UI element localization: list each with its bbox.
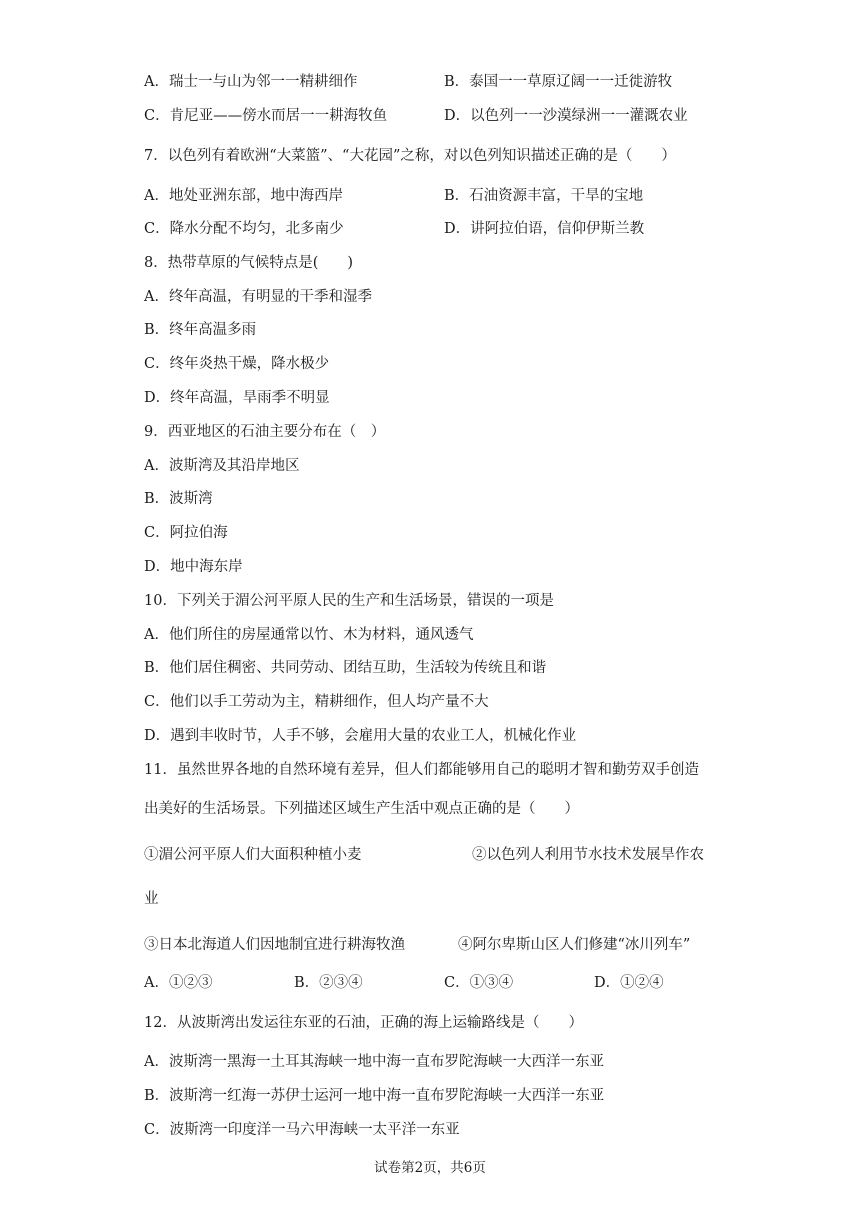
q11-stem-line2: 出美好的生活场景。下列描述区域生产生活中观点正确的是（ ） xyxy=(144,801,579,817)
q7-option-b: B．石油资源丰富，干旱的宝地 xyxy=(444,188,644,204)
q6-option-d: D．以色列一一沙漠绿洲一一灌溉农业 xyxy=(444,108,688,124)
q9-option-a: A．波斯湾及其沿岸地区 xyxy=(144,458,300,474)
q8-option-c: C．终年炎热干燥，降水极少 xyxy=(144,356,330,372)
q11-item-2-continued: 业 xyxy=(144,891,159,907)
q10-option-a: A．他们所住的房屋通常以竹、木为材料，通风透气 xyxy=(144,627,474,643)
q7-option-a: A．地处亚洲东部，地中海西岸 xyxy=(144,188,343,204)
q9-stem: 9．西亚地区的石油主要分布在（ ） xyxy=(144,424,386,440)
q11-option-b: B．②③④ xyxy=(294,975,363,991)
q6-option-b: B．泰国一一草原辽阔一一迁徙游牧 xyxy=(444,74,673,90)
q11-option-a: A．①②③ xyxy=(144,975,213,991)
q6-option-a: A．瑞士一与山为邻一一精耕细作 xyxy=(144,74,358,90)
q9-option-c: C．阿拉伯海 xyxy=(144,525,228,541)
q11-option-c: C．①③④ xyxy=(444,975,514,991)
q10-option-d: D．遇到丰收时节，人手不够，会雇用大量的农业工人，机械化作业 xyxy=(144,728,577,744)
q8-option-a: A．终年高温，有明显的干季和湿季 xyxy=(144,289,372,305)
q11-item-4: ④阿尔卑斯山区人们修建“冰川列车” xyxy=(458,937,691,953)
q8-stem: 8．热带草原的气候特点是( ) xyxy=(144,255,354,271)
q7-option-d: D．讲阿拉伯语，信仰伊斯兰教 xyxy=(444,221,645,237)
q9-option-d: D．地中海东岸 xyxy=(144,559,243,575)
q10-option-c: C．他们以手工劳动为主，精耕细作，但人均产量不大 xyxy=(144,694,489,710)
q12-option-c: C．波斯湾一印度洋一马六甲海峡一太平洋一东亚 xyxy=(144,1122,460,1138)
q11-item-3: ③日本北海道人们因地制宜进行耕海牧渔 xyxy=(144,937,405,953)
q12-option-a: A．波斯湾一黑海一土耳其海峡一地中海一直布罗陀海峡一大西洋一东亚 xyxy=(144,1054,604,1070)
q11-item-2: ②以色列人利用节水技术发展旱作农 xyxy=(472,847,704,863)
q8-option-b: B．终年高温多雨 xyxy=(144,322,257,338)
q7-option-c: C．降水分配不均匀，北多南少 xyxy=(144,221,344,237)
q6-option-c: C．肯尼亚——傍水而居一一耕海牧鱼 xyxy=(144,108,388,124)
page-number-footer: 试卷第2页，共6页 xyxy=(374,1160,486,1176)
q11-option-d: D．①②④ xyxy=(594,975,664,991)
q7-stem: 7．以色列有着欧洲“大菜篮”、“大花园”之称，对以色列知识描述正确的是（ ） xyxy=(144,148,676,164)
q11-stem-line1: 11．虽然世界各地的自然环境有差异，但人们都能够用自己的聪明才智和勤劳双手创造 xyxy=(144,762,699,778)
q11-item-1: ①湄公河平原人们大面积种植小麦 xyxy=(144,847,362,863)
q12-option-b: B．波斯湾一红海一苏伊士运河一地中海一直布罗陀海峡一大西洋一东亚 xyxy=(144,1088,605,1104)
q10-option-b: B．他们居住稠密、共同劳动、团结互助，生活较为传统且和谐 xyxy=(144,660,547,676)
q10-stem: 10．下列关于湄公河平原人民的生产和生活场景，错误的一项是 xyxy=(144,593,554,609)
q12-stem: 12．从波斯湾出发运往东亚的石油，正确的海上运输路线是（ ） xyxy=(144,1015,583,1031)
q8-option-d: D．终年高温，旱雨季不明显 xyxy=(144,390,330,406)
q9-option-b: B．波斯湾 xyxy=(144,491,213,507)
